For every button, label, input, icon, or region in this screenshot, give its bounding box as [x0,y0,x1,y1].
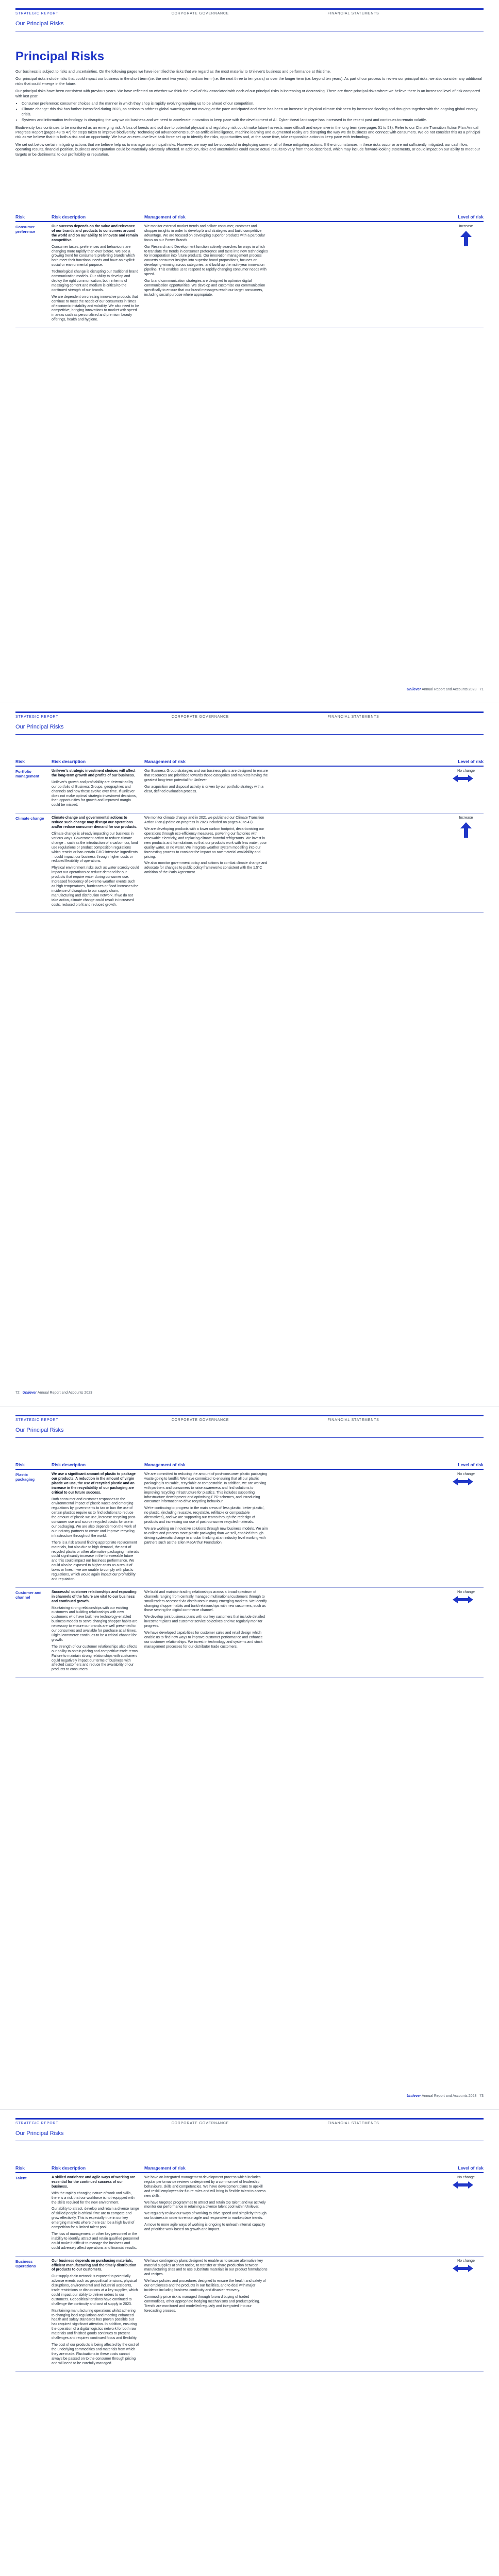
risk-table [15,759,484,913]
nav-tab-financial-statements[interactable]: FINANCIAL STATEMENTS [327,12,379,15]
no-change-arrow-icon [452,1478,474,1486]
management-paragraph: We have targeted programmes to attract and retain top talent and we actively monitor our performance in retaining a diverse talent pool within Unilever. [144,2200,266,2209]
intro-paragraph: Our principal risks have been consistent with previous years. We have reflected on whether we think the level of risk associated with each of our principal risks is increasing or decreasing. There are three principal risks where we believe there is an increased level of risk compared with last year: [15,89,480,98]
table-header [15,214,484,222]
risk-description [52,2176,139,2253]
nav-tab-strategic-report[interactable]: STRATEGIC REPORT [15,2122,59,2125]
page-heading: Principal Risks [15,49,105,63]
report-page [0,2110,499,2576]
column-header-management: Management of risk [144,1462,186,1467]
nav-tab-corporate-governance[interactable]: CORPORATE GOVERNANCE [171,1418,229,1422]
management-paragraph: We regularly review our ways of working to drive speed and simplicity through our business in order to remain agile and responsive to marketplace trends. [144,2212,267,2221]
risk-level-label: No change [457,1472,475,1476]
report-page [0,1406,499,2110]
column-header-description: Risk description [52,2165,86,2171]
risk-name: Consumer preference [15,225,36,234]
page-footer [407,688,484,691]
management-paragraph: We are committed to reducing the amount of post-consumer plastic packaging waste going to landfill. We have committed to ensuring that all our plastic packaging is reusable, recyclable or compostable. In addition, we are working with partners and consumers to raise awareness and find solutions to improving recycling infrastructure for plastics. This includes supporting infrastructure development and optimising EPR schemes, and introducing consumer information to drive recycling behaviour. [144,1472,268,1504]
description-paragraph: There is a risk around finding appropriate replacement materials, but also due to high demand, the cost of recycled plastic or other alternative packaging materials could significantly increase in the foreseeable future and this could impact our business performance. We could also be exposed to higher costs as a result of taxes or fines if we are unable to comply with plastic regulations, which would again impact our profitability and reputation. [52,1540,139,1581]
page-number: 72 [15,1391,20,1395]
report-name: Annual Report and Accounts 2023 [37,1391,93,1395]
risk-description [52,2259,139,2368]
top-navigation [15,711,484,719]
table-row [15,2257,484,2372]
risk-level-label: Increase [459,225,473,228]
risk-name: Customer and channel [15,1590,42,1600]
column-header-description: Risk description [52,1462,86,1467]
management-paragraph: We have developed capabilities for customer sales and retail design which enable us to find new ways to improve customer performance and enhance our customer relationships. We invest in technology and systems and stock management processes for our distributor trade customers. [144,1631,263,1649]
nav-tab-financial-statements[interactable]: FINANCIAL STATEMENTS [327,1418,379,1422]
list-item: • Systems and information technology: is disrupting the way we do business and we need to accelerate innovation to keep pace with the development of AI. Cyber threat landscape has increased in the recent past and continues to remain volatile. [22,117,484,122]
management-paragraph: We have contingency plans designed to enable us to secure alternative key material supplies at short notice, to transfer or share production between manufacturing sites and to use substitute materials in our product formulations and recipes. [144,2259,268,2277]
risk-level-label: No change [457,2259,475,2263]
table-row [15,814,484,913]
brand-logo: Unilever [406,2094,421,2098]
no-change-arrow-icon [452,1596,474,1604]
risk-management [144,816,268,909]
risk-table [15,214,484,328]
risk-level [268,769,484,810]
risk-summary: Successful customer relationships and expanding in channels of the future are vital to our business and continued growth. [52,1590,137,1603]
management-paragraph: Our brand communication strategies are designed to optimise digital communication opportunities. We develop and customise our communication specifically to ensure that our brand messages reach our target consumers, including social purpose where appropriate. [144,279,265,297]
nav-tab-strategic-report[interactable]: STRATEGIC REPORT [15,12,59,15]
arrow-up-icon [458,821,474,839]
description-paragraph: Our supply chain network is exposed to potentially adverse events such as geopolitical tensions, physical disruptions, environmental and industrial accidents, trade restrictions or disruptions at a key supplier, which could impact our ability to deliver orders to our customers. Geopolitical tensions have continued to challenge the continuity and cost of supply in 2023. [52,2275,138,2306]
risk-management [144,769,268,810]
brand-logo: Unilever [22,1391,37,1395]
management-paragraph: We have policies and procedures designed to ensure the health and safety of our employees and the products in our facilities, and to deal with major incidents including business continuity and disaster recovery. [144,2279,266,2293]
risk-name: Portfolio management [15,769,40,778]
risk-management [144,1590,268,1674]
nav-tab-corporate-governance[interactable]: CORPORATE GOVERNANCE [171,715,229,719]
column-header-description: Risk description [52,214,86,219]
risk-level [268,1472,484,1584]
risk-table [15,2165,484,2372]
risk-summary: Our business depends on purchasing materials, efficient manufacturing and the timely distribution of products to our customers. [52,2259,137,2272]
risk-summary: We use a significant amount of plastic to package our products. A reduction in the amount of virgin plastic we use, the use of recycled plastic and an increase in the recyclability of our packaging are critical to our future success. [52,1472,136,1495]
nav-tab-strategic-report[interactable]: STRATEGIC REPORT [15,715,59,719]
risk-level-label: No change [457,2176,475,2179]
description-paragraph: Maintaining strong relationships with our existing customers and building relationships with new customers who have built new technology-enabled business models to serve changing shopper habits are necessary to ensure our brands are well presented to our consumers and available for purchase at all times. Digital commerce continues to be a critical channel for growth. [52,1606,138,1642]
management-paragraph: Commodity price risk is managed through forward buying of traded commodities, other appropriate hedging mechanisms and product pricing. Trends are monitored and modelled regularly and integrated into our forecasting process. [144,2295,260,2313]
section-title: Our Principal Risks [15,724,64,730]
table-row [15,222,484,328]
column-header-risk: Risk [15,1462,25,1467]
management-paragraph: Our acquisition and disposal activity is driven by our portfolio strategy with a clear, defined evaluation process. [144,785,263,793]
risk-level [268,816,484,909]
management-paragraph: Our Research and Development function actively searches for ways in which to translate the trends in consumer preference and taste into new technologies for incorporation into future products. Our innovation management process converts consumer insights into superior brand propositions, focuses on developing winning across categories, and build up the multi-year innovation pipeline. This enables us to respond to rapidly changing consumer needs with speed. [144,245,268,277]
intro-paragraph: Our business is subject to risks and uncertainties. On the following pages we have identified the risks that we regard as the most material to Unilever's business and performance at this time. [15,69,331,74]
management-paragraph: We build and maintain trading relationships across a broad spectrum of channels ranging from centrally managed multinational customers through to small traders accessed via distributors in many emerging markets. We identify changing shopper habits and build relationships with new customers, such as those serving the digital commerce channel. [144,1590,267,1613]
description-paragraph: The cost of our products is being affected by the cost of the underlying commodities and materials from which they are made. Fluctuations in these costs cannot always be passed on to the consumer through pricing and will need to be carefully managed. [52,2343,139,2365]
divider [15,1437,484,1438]
no-change-arrow-icon [452,774,474,783]
risk-description [52,1590,139,1674]
management-paragraph: We develop joint business plans with our key customers that include detailed investment plans and customer service objectives and we regularly monitor progress. [144,1615,265,1629]
risk-summary: A skilled workforce and agile ways of working are essential for the continued success of our business. [52,2176,136,2189]
risk-name: Talent [15,2176,27,2180]
table-header [15,1462,484,1470]
description-paragraph: The loss of management or other key personnel or the inability to identify, attract and retain qualified personnel could make it difficult to manage the business and could adversely affect operations and financial results. [52,2232,139,2250]
risk-management [144,225,268,325]
risk-management [144,2259,268,2368]
divider [15,734,484,735]
increased-risk-list [15,101,484,123]
description-paragraph: We are dependent on creating innovative products that continue to meet the needs of our consumers in times of economic instability and volatility. We also need to be competitive, bringing innovations to market with speed in areas such as personalised and premium beauty offerings, health and hygiene. [52,295,139,322]
column-header-level: Level of risk [458,1462,484,1467]
intro-text [15,69,484,159]
risk-description [52,769,139,810]
management-paragraph: Our Business Group strategies and our business plans are designed to ensure that resources are prioritised towards those categories and markets having the greatest long-term potential for Unilever. [144,769,268,782]
no-change-arrow-icon [452,2181,474,2189]
management-paragraph: We're continuing to progress in the main areas of 'less plastic, better plastic', no plastic, (including reusable, recyclable, refillable or compostable alternatives), and we are supporting our teams through the redesign of products and increasing our use of post-consumer recycled materials. [144,1506,264,1524]
risk-level [268,225,484,325]
intro-paragraph: Biodiversity loss continues to be monitored as an emerging risk. A loss of forests and soil due to potential physical and regulatory risk could make future harvests more difficult and expensive in the long term (see pages 51 to 53). Refer to our Climate Transition Action Plan Annual Progress Report (pages 43 to 47) for steps taken to improve biodiversity. Technological advancements such as artificial intelligence, machine learning and augmented reality are disrupting the way we do business and connect with consumers. We do not consider this as a principal risk as we believe that it is both a risk and an opportunity. We have an executive level task force set up to identify the risks, opportunities and, at the same time, take responsible action to keep pace with technology. [15,125,480,140]
table-header [15,2165,484,2173]
column-header-level: Level of risk [458,759,484,764]
report-page [0,0,499,703]
risk-summary: Unilever's strategic investment choices will affect the long-term growth and profits of our business. [52,769,136,777]
table-header [15,759,484,767]
column-header-level: Level of risk [458,2165,484,2171]
description-paragraph: The strength of our customer relationships also affects our ability to obtain pricing and competitive trade terms. Failure to maintain strong relationships with customers could negatively impact our terms of business with affected customers and reduce the availability of our products to consumers. [52,1645,139,1672]
risk-level-label: No change [457,769,475,773]
risk-level [268,2259,484,2368]
risk-management [144,2176,268,2253]
management-paragraph: We monitor climate change and in 2021 we published our Climate Transition Action Plan (update on progress in 2023 included on pages 43 to 47). [144,816,264,825]
description-paragraph: Our ability to attract, develop and retain a diverse range of skilled people is critical if we are to compete and grow effectively. This is especially true in our key emerging markets where there can be a high level of competition for a limited talent pool. [52,2207,139,2230]
page-footer [407,2094,484,2098]
page-number: 71 [479,688,484,691]
top-navigation [15,1415,484,1422]
nav-tab-corporate-governance[interactable]: CORPORATE GOVERNANCE [171,2122,229,2125]
column-header-risk: Risk [15,759,25,764]
page-number: 73 [479,2094,484,2098]
column-header-risk: Risk [15,214,25,219]
intro-paragraph: Our principal risks include risks that could impact our business in the short term (i.e. the next two years), medium term (i.e. the next three to ten years) or over the longer term (i.e. beyond ten years). As part of our process to review our principal risks, we also consider any additional risks that could emerge in the future. [15,76,482,86]
description-paragraph: Maintaining manufacturing operations whilst adhering to changing local regulations and meeting enhanced health and safety standards has proven possible but has required significant attention. In addition, ensuring the operation of a digital logistics network for both raw materials and finished goods continues to present challenges and requires continued focus and flexibility. [52,2309,138,2341]
report-name: Annual Report and Accounts 2023 [422,2094,477,2098]
arrow-up-icon [458,230,474,247]
nav-tab-corporate-governance[interactable]: CORPORATE GOVERNANCE [171,12,229,15]
management-paragraph: We also monitor government policy and actions to combat climate change and advocate for changes to public policy frameworks consistent with the 1.5°C ambition of the Paris Agreement. [144,861,268,875]
table-row [15,1588,484,1678]
risk-name: Plastic packaging [15,1472,35,1482]
column-header-level: Level of risk [458,214,484,219]
management-paragraph: We are working on innovative solutions through new business models. We aim to collect and process more plastic packaging than we sell, enabled through driving systematic change in circular thinking at an industry level working with partners such as the Ellen MacArthur Foundation. [144,1527,268,1545]
report-name: Annual Report and Accounts 2023 [422,688,477,691]
column-header-management: Management of risk [144,2165,186,2171]
nav-tab-financial-statements[interactable]: FINANCIAL STATEMENTS [327,715,379,719]
risk-description [52,225,139,325]
section-title: Our Principal Risks [15,2130,64,2137]
page-footer [15,1391,92,1395]
top-navigation [15,2118,484,2125]
management-paragraph: We have an integrated management development process which includes regular performance reviews underpinned by a common set of leadership behaviours, skills and competencies. We have development plans to upskill and reskill employees for future roles and will bring in flexible talent to access new skills. [144,2176,266,2198]
description-paragraph: Technological change is disrupting our traditional brand communication models. Our ability to develop and deploy the right communication, both in terms of messaging content and medium is critical to the continued strength of our brands. [52,270,139,292]
description-paragraph: With the rapidly changing nature of work and skills, there is a risk that our workforce is not equipped with the skills required for the new environment. [52,2191,135,2205]
section-title: Our Principal Risks [15,21,64,27]
risk-level-label: Increase [459,816,473,820]
management-paragraph: We are developing products with a lower carbon footprint, decarbonising our operations through eco-efficiency measures, powering our factories with renewable electricity, and replacing climate-harmful refrigerants. We invest in new products and formulations so that our products work with less water, poor quality water, or no water. We integrate weather system modelling into our forecasting process to consider the impact on raw material availability and pricing. [144,827,267,859]
risk-summary: Our success depends on the value and relevance of our brands and products to consumers around the world and on our ability to innovate and remain competitive. [52,225,138,242]
nav-tab-financial-statements[interactable]: FINANCIAL STATEMENTS [327,2122,379,2125]
no-change-arrow-icon [452,2264,474,2273]
report-page [0,703,499,1406]
risk-description [52,1472,139,1584]
top-navigation [15,8,484,15]
risk-management [144,1472,268,1584]
column-header-management: Management of risk [144,759,186,764]
list-item: • Consumer preference: consumer choices and the manner in which they shop is rapidly evolving requiring us to be ahead of our competition. [22,101,484,106]
management-paragraph: A move to more agile ways of working is ongoing to unleash internal capacity and prioritise work based on growth and impact. [144,2223,265,2232]
description-paragraph: Unilever's growth and profitability are determined by our portfolio of Business Groups, geographies and channels and how these evolve over time. If Unilever does not make optimal strategic investment decisions, then opportunities for growth and improved margin could be missed. [52,780,137,807]
risk-level [268,1590,484,1674]
risk-name: Business Operations [15,2259,36,2268]
risk-level [268,2176,484,2253]
column-header-management: Management of risk [144,214,186,219]
nav-tab-strategic-report[interactable]: STRATEGIC REPORT [15,1418,59,1422]
intro-paragraph: We set out below certain mitigating actions that we believe help us to manage our principal risks. However, we may not be successful in deploying some or all of these mitigating actions. If the circumstances in these risks occur or are not sufficiently mitigated, our cash flow, operating results, financial position, business and reputation could be materially adversely affected. In addition, risks and uncertainties could cause actual results to vary from those described, which may include forward-looking statements, or could impact on our ability to meet our targets or be detrimental to our profitability or reputation. [15,142,480,157]
description-paragraph: Consumer tastes, preferences and behaviours are changing more rapidly than ever before. We see a growing trend for consumers preferring brands which both meet their functional needs and have an explicit social or environmental purpose. [52,245,135,267]
table-row [15,2173,484,2257]
list-item: • Climate change: this risk has further intensified during 2023, as actions to address global warming are not moving at the pace anticipated and there has been an increase in physical climate risk seen by increased flooding and droughts together with the ongoing global energy crisis. [22,107,484,116]
risk-level-label: No change [457,1590,475,1594]
risk-name: Climate change [15,816,44,821]
risk-summary: Climate change and governmental actions to reduce such change may disrupt our operations and/or reduce consumer demand for our products. [52,816,138,829]
description-paragraph: Climate change is already impacting our business in various ways. Government action to reduce climate change – such as the introduction of a carbon tax, land use regulations or product composition regulations which restrict or ban certain GHG-intensive ingredients – could impact our business through higher costs or reduced flexibility of operations. [52,832,138,863]
management-paragraph: We monitor external market trends and collate consumer, customer and shopper insights in order to develop brand strategies and build competitive advantage. We are focused on developing superior products with a particular focus on our Power Brands. [144,225,265,242]
table-row [15,767,484,814]
risk-table [15,1462,484,1678]
table-row [15,1470,484,1588]
column-header-description: Risk description [52,759,86,764]
description-paragraph: Both consumer and customer responses to the environmental impact of plastic waste and emerging regulations by governments to tax or ban the use of certain plastics require us to find solutions to reduce the amount of plastic we use, increase recycling post-consumer use and source recycled plastic for use in our packaging. We are also dependent on the work of our industry partners to create and improve recycling infrastructure throughout the world. [52,1497,136,1538]
column-header-risk: Risk [15,2165,25,2171]
risk-description [52,816,139,909]
section-title: Our Principal Risks [15,1427,64,1433]
description-paragraph: Physical environment risks such as water scarcity could impact our operations or reduce demand for our products that require water during consumer use. Increased frequency of extreme weather events such as high temperatures, hurricanes or flood increases the incidence of disruption to our supply chain, manufacturing and distribution network. If we do not take action, climate change could result in increased costs, reduced profit and reduced growth. [52,866,139,907]
brand-logo: Unilever [406,688,421,691]
